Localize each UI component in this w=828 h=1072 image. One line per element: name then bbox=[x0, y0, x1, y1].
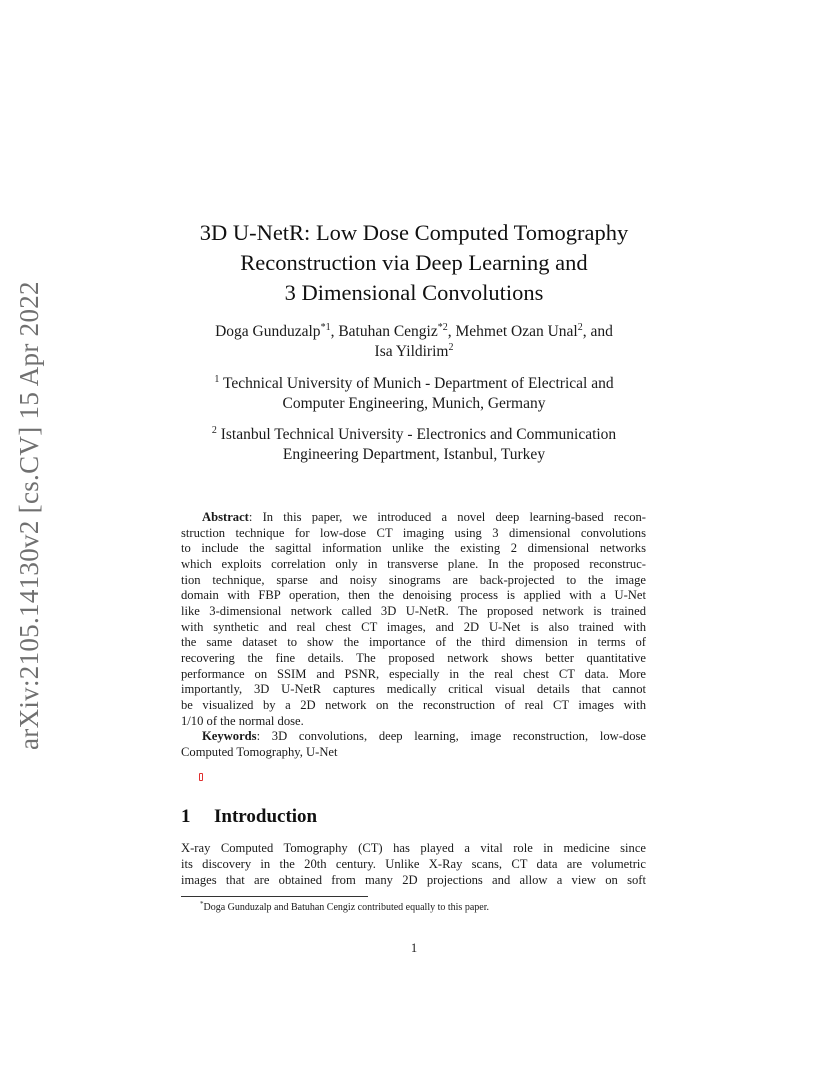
introduction-text: X-ray Computed Tomography (CT) has played a vital role in medicine since its discovery in the 20th century. Unlike X-Ray scans, CT data are volumetric images that are obtained from many 2D projections and allow a view on soft bbox=[181, 841, 646, 887]
author-mark: 2 bbox=[448, 342, 454, 353]
affiliation-1: $^1$ Technical University of Munich - Department of Electrical and Computer Engineering, Munich, Germany bbox=[214, 374, 614, 412]
affiliation-mark: 2 bbox=[211, 425, 217, 436]
section-heading bbox=[181, 806, 317, 828]
section-number: 1 bbox=[181, 806, 191, 827]
keywords-line: Keywords: 3D convolutions, deep learning, image reconstruction, low-dose bbox=[202, 729, 646, 744]
keywords-label: Keywords bbox=[202, 729, 257, 744]
title-line: 3 Dimensional Convolutions bbox=[284, 280, 544, 305]
section-title: Introduction bbox=[214, 806, 318, 827]
author-name: Isa Yildirim bbox=[374, 343, 449, 360]
page-number: 1 bbox=[410, 941, 418, 955]
footnote-rule bbox=[181, 896, 368, 897]
author-mark: 2 bbox=[577, 322, 583, 333]
author-name: Doga Gunduzalp bbox=[215, 323, 321, 340]
arxiv-identifier-stamp: arXiv:2105.14130v2 [cs.CV] 15 Apr 2022 bbox=[14, 281, 44, 750]
author-mark: *1 bbox=[320, 322, 331, 333]
author-list: Doga Gunduzalp$^{*1}$, Batuhan Cengiz$^{*2}$, Mehmet Ozan Unal$^2$, and Isa Yildirim$^2$ bbox=[215, 322, 613, 360]
abstract-block: Abstract: In this paper, we introduced a novel deep learning-based recon- struction technique for low-dose CT imaging using 3 dimensional convolutions to include the sagittal information unlike the existing 2 dimensional networks which exploits correlation only in transverse plane. In the proposed reconstruc- tion technique, sparse and noisy sinograms are back-projected to the image domain with FBP operation, then the denoising process is applied with a U-Net like 3-dimensional network called 3D U-NetR. The proposed network is trained with synthetic and real chest CT images, and 2D U-Net is also trained with the same dataset to show the importance of the third dimension in terms of recovering the fine details. The proposed network shows better quantitative performance on SSIM and PSNR, especially in the real chest CT data. More importantly, 3D U-NetR captures medically critical visual details that cannot be visualized by a 2D network on the reconstruction of real CT images with 1/10 of the normal dose. Keywords: 3D convolutions, deep learning, image reconstruction, low-dose Computed Tomography, U-Net bbox=[181, 510, 646, 759]
abstract-label: Abstract bbox=[202, 510, 249, 524]
title-line: Reconstruction via Deep Learning and bbox=[240, 250, 588, 275]
affiliation-2: $^2$ Istanbul Technical University - Electronics and Communication Engineering Department, Istanbul, Turkey bbox=[211, 425, 617, 463]
author-name: Batuhan Cengiz bbox=[338, 323, 438, 340]
author-mark: *2 bbox=[437, 322, 448, 333]
footnote: *Doga Gunduzalp and Batuhan Cengiz contributed equally to this paper. bbox=[200, 900, 489, 913]
title-line: 3D U-NetR: Low Dose Computed Tomography bbox=[199, 220, 629, 245]
link-anchor-marker bbox=[199, 773, 203, 781]
paper-title bbox=[100, 218, 728, 308]
author-name: Mehmet Ozan Unal bbox=[455, 323, 578, 340]
affiliation-mark: 1 bbox=[214, 374, 220, 385]
footnote-mark: * bbox=[200, 900, 204, 908]
